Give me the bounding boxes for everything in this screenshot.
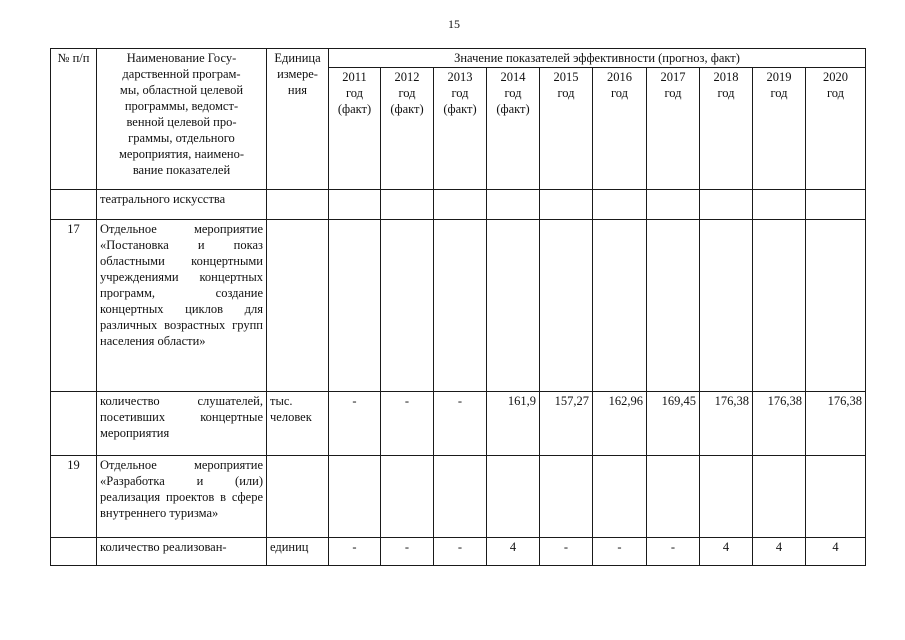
row-value bbox=[329, 190, 381, 220]
year-label: 2012 bbox=[394, 70, 420, 84]
row-value: 176,38 bbox=[700, 392, 753, 456]
year-unit: год bbox=[398, 86, 416, 100]
year-label: 2014 bbox=[500, 70, 526, 84]
row-value: - bbox=[381, 392, 434, 456]
year-header-2020 bbox=[806, 68, 866, 190]
row-unit: тыс. человек bbox=[267, 392, 329, 456]
year-header-2016 bbox=[593, 68, 647, 190]
header-name-line: граммы, отдельного bbox=[128, 131, 235, 145]
row-value bbox=[647, 456, 700, 538]
row-value: - bbox=[593, 538, 647, 566]
row-value bbox=[647, 220, 700, 392]
year-unit: год bbox=[826, 86, 845, 100]
header-name-line: мероприятия, наимено- bbox=[119, 147, 244, 161]
row-value bbox=[540, 190, 593, 220]
row-value: - bbox=[434, 392, 487, 456]
row-value: - bbox=[540, 538, 593, 566]
row-value bbox=[487, 456, 540, 538]
row-value bbox=[381, 220, 434, 392]
header-unit-line: Единица bbox=[274, 51, 321, 65]
row-value: 4 bbox=[753, 538, 806, 566]
year-unit: год bbox=[557, 86, 575, 100]
row-value: 176,38 bbox=[753, 392, 806, 456]
row-value bbox=[753, 190, 806, 220]
header-name-line: Наименование Госу- bbox=[126, 51, 237, 65]
year-kind: (факт) bbox=[337, 102, 372, 116]
row-no bbox=[51, 538, 97, 566]
row-value bbox=[434, 220, 487, 392]
row-value bbox=[806, 456, 866, 538]
row-name: количество слушателей, посетивших концертные мероприятия bbox=[97, 392, 267, 456]
table-row bbox=[51, 392, 866, 456]
year-header-2014 bbox=[487, 68, 540, 190]
row-value: 4 bbox=[700, 538, 753, 566]
row-value: 176,38 bbox=[806, 392, 866, 456]
row-no: 19 bbox=[51, 456, 97, 538]
header-name-cell bbox=[97, 49, 267, 190]
year-label: 2013 bbox=[447, 70, 473, 84]
year-kind: (факт) bbox=[390, 102, 424, 116]
row-value: - bbox=[329, 392, 381, 456]
table-row bbox=[51, 190, 866, 220]
header-name-line: вание показателей bbox=[132, 163, 231, 177]
row-value bbox=[593, 220, 647, 392]
year-header-2017 bbox=[647, 68, 700, 190]
header-name-line: венной целевой про- bbox=[126, 115, 237, 129]
row-value bbox=[329, 456, 381, 538]
row-value bbox=[381, 456, 434, 538]
year-kind: (факт) bbox=[496, 102, 530, 116]
row-value bbox=[540, 220, 593, 392]
row-value: 4 bbox=[806, 538, 866, 566]
row-unit bbox=[267, 190, 329, 220]
row-value bbox=[540, 456, 593, 538]
row-name: театрального искусства bbox=[97, 190, 267, 220]
year-unit: год bbox=[504, 86, 522, 100]
row-value bbox=[487, 190, 540, 220]
row-no: 17 bbox=[51, 220, 97, 392]
row-value bbox=[434, 456, 487, 538]
header-no: № п/п bbox=[57, 51, 90, 65]
row-no bbox=[51, 190, 97, 220]
row-value bbox=[700, 456, 753, 538]
row-value bbox=[487, 220, 540, 392]
year-header-2011 bbox=[329, 68, 381, 190]
year-unit: год bbox=[770, 86, 788, 100]
row-value bbox=[753, 220, 806, 392]
year-label: 2017 bbox=[660, 70, 686, 84]
year-unit: год bbox=[664, 86, 682, 100]
row-value bbox=[700, 220, 753, 392]
year-header-2015 bbox=[540, 68, 593, 190]
row-value: - bbox=[647, 538, 700, 566]
row-value: 161,9 bbox=[487, 392, 540, 456]
year-header-2013 bbox=[434, 68, 487, 190]
year-label: 2019 bbox=[766, 70, 792, 84]
row-value: - bbox=[329, 538, 381, 566]
row-name: количество реализован- bbox=[97, 538, 267, 566]
year-header-2018 bbox=[700, 68, 753, 190]
row-value bbox=[647, 190, 700, 220]
row-value bbox=[434, 190, 487, 220]
row-value: 169,45 bbox=[647, 392, 700, 456]
year-label: 2020 bbox=[823, 70, 848, 84]
page-number: 15 bbox=[448, 17, 460, 31]
row-value bbox=[753, 456, 806, 538]
header-unit-line: измере- bbox=[277, 67, 318, 81]
row-value: - bbox=[434, 538, 487, 566]
row-value bbox=[806, 220, 866, 392]
year-unit: год bbox=[717, 86, 735, 100]
row-value bbox=[593, 190, 647, 220]
header-unit-line: ния bbox=[287, 83, 308, 97]
row-name: Отдельное мероприятие «Постановка и показ областными концертными учреждениями концертных программ, создание концертных циклов для различных возрастных групп населения области» bbox=[97, 220, 267, 392]
year-unit: год bbox=[610, 86, 629, 100]
row-value: - bbox=[381, 538, 434, 566]
year-unit: год bbox=[345, 86, 364, 100]
table-row bbox=[51, 538, 866, 566]
table-row bbox=[51, 220, 866, 392]
indicators-table bbox=[50, 48, 866, 566]
year-label: 2015 bbox=[553, 70, 579, 84]
row-unit bbox=[267, 456, 329, 538]
year-header-2012 bbox=[381, 68, 434, 190]
row-value bbox=[329, 220, 381, 392]
row-unit bbox=[267, 220, 329, 392]
header-name-line: мы, областной целевой bbox=[119, 83, 244, 97]
row-value bbox=[806, 190, 866, 220]
row-value bbox=[593, 456, 647, 538]
year-kind: (факт) bbox=[443, 102, 477, 116]
header-values-group: Значение показателей эффективности (прогноз, факт) bbox=[329, 49, 866, 68]
year-header-2019 bbox=[753, 68, 806, 190]
header-unit-cell bbox=[267, 49, 329, 190]
row-name: Отдельное мероприятие «Разработка и (или) реализация проектов в сфере внутреннего туризма» bbox=[97, 456, 267, 538]
year-label: 2016 bbox=[607, 70, 632, 84]
row-unit: единиц bbox=[267, 538, 329, 566]
row-value bbox=[381, 190, 434, 220]
table-row bbox=[51, 456, 866, 538]
header-name-line: дарственной програм- bbox=[122, 67, 241, 81]
year-label: 2011 bbox=[342, 70, 367, 84]
header-no-cell bbox=[51, 49, 97, 190]
row-value: 4 bbox=[487, 538, 540, 566]
row-value bbox=[700, 190, 753, 220]
year-label: 2018 bbox=[713, 70, 739, 84]
header-name-line: программы, ведомст- bbox=[124, 99, 239, 113]
row-value: 162,96 bbox=[593, 392, 647, 456]
year-unit: год bbox=[451, 86, 469, 100]
row-value: 157,27 bbox=[540, 392, 593, 456]
row-no bbox=[51, 392, 97, 456]
